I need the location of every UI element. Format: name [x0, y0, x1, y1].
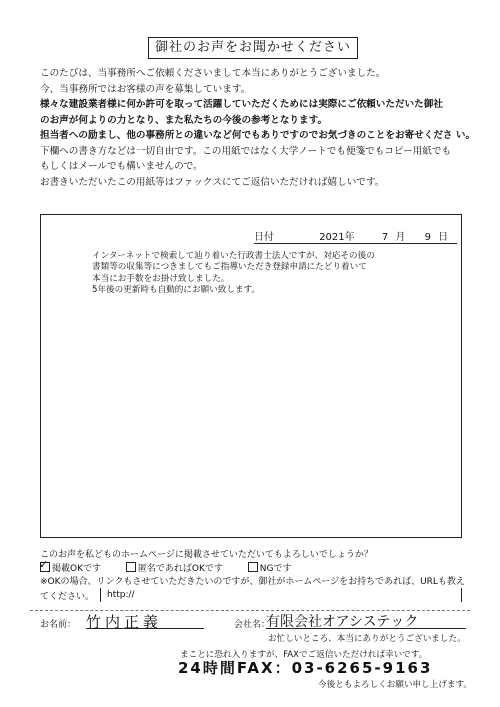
intro-line: 担当者への励まし、他の事務所との違いなど何でもありですのでお気づきのことをお寄せくださ い。 [40, 130, 476, 141]
option-label: NGです [259, 564, 292, 574]
intro-line: お書きいただいたこの用紙等はファックスにてご返信いただければ嬉しいです。 [40, 176, 385, 188]
date-underline [254, 243, 457, 244]
option-label: 掲載OKです [52, 564, 101, 574]
intro-line: 様々な建設業者様に何か許可を取って活躍していただくためには実際にご依頼いただいた御社 [40, 99, 443, 110]
comment-line: 書類等の収集等につきましてもご指導いただき登録申請にたどり着いて [92, 262, 367, 273]
company-label: 会社名： [234, 620, 271, 630]
link-note-line: ※OKの場合、リンクもさせていただきたいのですが、御社がホームページをお持ちであれば、URLも教え [40, 577, 465, 587]
url-input[interactable]: http:// [100, 588, 462, 602]
date-field[interactable] [254, 228, 448, 243]
fax-request-text: まことに恐れ入りますが、FAXでご返信いただければ幸いです。 [180, 650, 428, 660]
checkbox-icon[interactable] [248, 562, 258, 572]
intro-line: のお声が何よりの力となり、また私たちの今後の参考となります。 [40, 114, 328, 126]
checkbox-checked-icon[interactable] [40, 562, 50, 572]
option-ng[interactable] [248, 561, 292, 574]
closing-text: 今後ともよろしくお願い申し上げます。 [318, 680, 473, 690]
link-note-line: てください。 [40, 592, 95, 602]
company-value[interactable]: 有限会社オアシステック [266, 614, 419, 630]
intro-line: もしくはメールでも構いませんので。 [40, 161, 203, 172]
intro-line: 下欄への書き方などは一切自由です。この用紙ではなく大学ノートでも便箋でもコピー用紙でも [40, 145, 452, 157]
date-month-unit: 月 [395, 232, 406, 243]
consent-question: このお声を私どものホームページに掲載させていただいてもよろしいでしょうか？ [40, 550, 373, 560]
company-underline [266, 628, 466, 629]
form-title: 御社のお声をお聞かせください [148, 37, 358, 59]
intro-line: 今、当事務所ではお客様の声を募集しています。 [40, 83, 251, 95]
intro-line: このたびは、当事務所へご依頼くださいまして本当にありがとうございました。 [40, 68, 386, 79]
intro-text [40, 66, 480, 190]
checkbox-icon[interactable] [126, 562, 136, 572]
date-year: 2021年 [319, 232, 355, 243]
option-anonymous-ok[interactable] [126, 561, 223, 574]
date-day: 9 [424, 232, 431, 243]
name-value[interactable]: 竹内正義 [86, 613, 163, 631]
comment-line: 5年後の更新時も自動的にお願い致します。 [92, 285, 261, 296]
name-underline [86, 628, 204, 629]
date-label: 日付 [254, 232, 274, 243]
thanks-text: お忙しいところ、本当にありがとうございました。 [268, 634, 466, 644]
comment-text [92, 251, 432, 297]
name-label: お名前： [40, 620, 77, 630]
fax-number: 24時間FAX：03-6265-9163 [178, 659, 433, 677]
comment-line: 本当にお手数をお掛け致しました。 [92, 273, 230, 284]
option-label: 匿名であればOKです [137, 564, 223, 574]
date-month: 7 [381, 232, 389, 243]
date-day-unit: 日 [438, 232, 449, 243]
option-publish-ok[interactable] [40, 561, 101, 574]
consent-options [40, 561, 313, 574]
comment-line: インターネットで検索して辿り着いた行政書士法人ですが、対応その後の [92, 251, 375, 261]
